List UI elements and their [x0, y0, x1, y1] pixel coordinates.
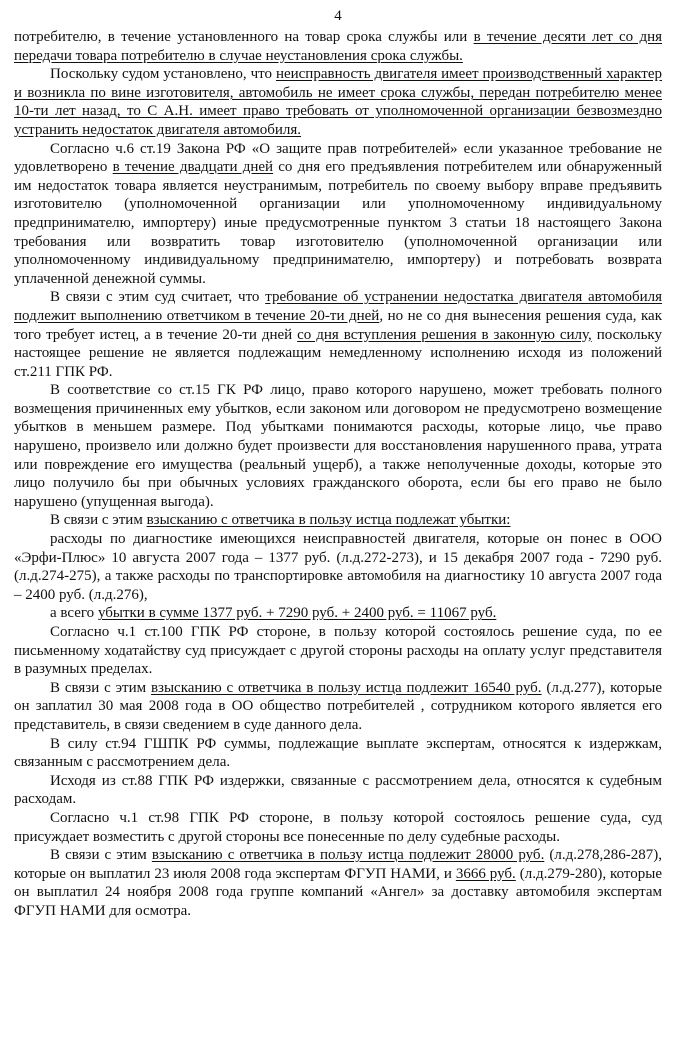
page-number: 4	[334, 8, 342, 24]
paragraph	[14, 846, 662, 920]
text-run: потребителю, в течение установленного на товар срока службы или	[14, 29, 474, 45]
paragraph	[14, 65, 662, 139]
paragraph	[14, 381, 662, 511]
text-run: расходы по диагностике имеющихся неисправностей двигателя, которые он понес в ООО «Эрфи-Плюс» 10 августа 2007 года – 1377 руб. (л.д.272-273), и 15 декабря 2007 года - 7290 руб. (л.д.274-275), а также расходы по транспортировке автомобиля на диагностику 10 августа 2007 года – 2400 руб. (л.д.276),	[14, 531, 662, 603]
text-run: В связи с этим	[50, 847, 152, 864]
text-run: (л.д.277), которые он заплатил 30 мая 2008 года в ОО общество потребителей , сотрудником которого является его представитель, в связи сведением в суде данного дела.	[14, 679, 662, 733]
text-run: со дня его предъявления потребителем или обнаруженный им недостаток товара является неустранимым, потребитель по своему выбору вправе предъявить изготовителю (уполномоченной организации или уполномоченному индивидуальному предпринимателю, импортеру) иные предусмотренные пунктом 3 статьи 18 настоящего Закона требования или возвратить товар изготовителю (уполномоченной организации или уполномоченному индивидуальному предпринимателю, импортеру) и потребовать возврата уплаченной денежной суммы.	[14, 159, 662, 287]
paragraph	[14, 28, 662, 65]
text-run: поскольку настоящее решение не является подлежащим немедленному исполнению исходя из положений ст.211 ГПК РФ.	[14, 326, 662, 380]
paragraph	[14, 511, 662, 530]
text-run: В связи с этим	[50, 679, 151, 696]
text-run: Исходя из ст.88 ГПК РФ издержки, связанные с рассмотрением дела, относятся к судебным расходам.	[14, 772, 662, 808]
paragraph	[14, 772, 662, 809]
document-body	[14, 28, 662, 921]
paragraph	[14, 604, 662, 623]
underlined-text: требование об устранении недостатка двигателя автомобиля подлежит выполнению ответчиком в течение 20-ти дней	[14, 289, 663, 324]
underlined-text: взысканию с ответчика в пользу истца подлежит 16540 руб.	[150, 679, 542, 696]
underlined-text: убытки в сумме 1377 руб. + 7290 руб. + 2400 руб. = 11067 руб.	[97, 605, 497, 622]
underlined-text: со дня вступления решения в законную силу,	[297, 326, 592, 343]
text-run: (л.д.278,286-287), которые он выплатил 23 июля 2008 года экспертам ФГУП НАМИ, и	[14, 847, 663, 882]
paragraph	[14, 623, 662, 679]
paragraph	[14, 809, 662, 846]
underlined-text: в течение двадцати дней	[112, 159, 274, 176]
text-run: В связи с этим суд считает, что	[50, 289, 266, 306]
underlined-text: взысканию с ответчика в пользу истца подлежат убытки:	[146, 512, 511, 529]
paragraph	[14, 679, 662, 735]
text-run: , но не со дня вынесения решения суда, как того требует истец, а в течение 20-ти дней	[14, 307, 662, 343]
text-run: В связи с этим	[50, 512, 147, 529]
text-run: В силу ст.94 ГШПК РФ суммы, подлежащие выплате экспертам, относятся к издержкам, связанным с рассмотрением дела.	[14, 735, 662, 771]
paragraph	[14, 530, 662, 604]
text-run: Согласно ч.1 ст.100 ГПК РФ стороне, в пользу которой состоялось решение суда, по ее письменному ходатайству суд присуждает с другой стороны расходы на оплату услуг представителя в разумных пределах.	[14, 624, 662, 678]
underlined-text: 3666 руб.	[455, 865, 516, 882]
paragraph	[14, 140, 662, 289]
text-run: Согласно ч.6 ст.19 Закона РФ «О защите прав потребителей» если указанное требование не удовлетворено	[14, 140, 662, 176]
text-run: (л.д.279-280), которые он выплатил 24 ноября 2008 года группе компаний «Ангел» за доставку автомобиля экспертам ФГУП НАМИ для осмотра.	[14, 865, 662, 919]
underlined-text: в течение десяти лет со дня передачи товара потребителю в случае неустановления срока службы.	[14, 29, 663, 64]
text-run: а всего	[50, 605, 98, 622]
text-run: В соответствие со ст.15 ГК РФ лицо, право которого нарушено, может требовать полного возмещения причиненных ему убытков, если законом или договором не предусмотрено возмещение убытков в меньшем размере. Под убытками понимаются расходы, которые лицо, чье право нарушено, произвело или должно будет произвести для восстановления нарушенного права, утрата или повреждение его имущества (реальный ущерб), а также неполученные доходы, которые это лицо получило бы при обычных условиях гражданского оборота, если бы его право не было нарушено (упущенная выгода).	[14, 382, 662, 510]
underlined-text: неисправность двигателя имеет производственный характер и возникла по вине изготовителя, автомобиль не имеет срока службы, передан потребителю менее 10-ти лет назад, то С А.Н. имеет право требовать от уполномоченной организации безвозмездно устранить недостаток двигателя автомобиля.	[14, 66, 662, 138]
text-run: Поскольку судом установлено, что	[50, 66, 276, 83]
text-run: Согласно ч.1 ст.98 ГПК РФ стороне, в пользу которой состоялось решение суда, суд присуждает возместить с другой стороны все понесенные по делу судебные расходы.	[14, 809, 662, 845]
paragraph	[14, 735, 662, 772]
paragraph	[14, 288, 662, 381]
underlined-text: взысканию с ответчика в пользу истца подлежит 28000 руб.	[151, 847, 545, 864]
